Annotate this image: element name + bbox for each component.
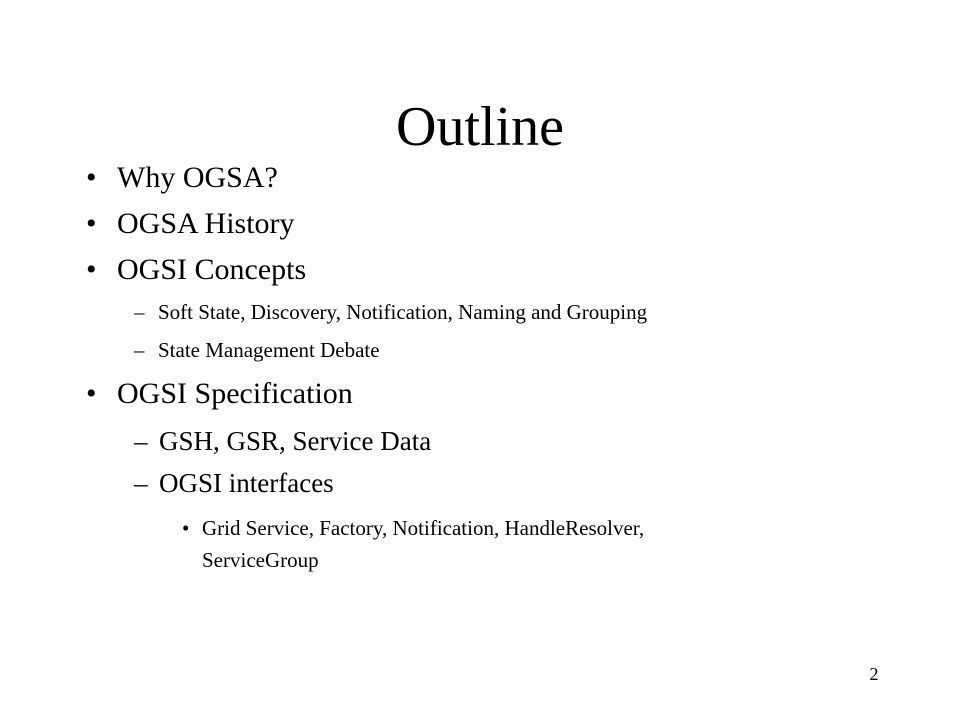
bullet-text: OGSA History [117,207,295,240]
bullet-text: OGSI Specification [117,377,353,410]
bullet-text: OGSI Concepts [117,253,307,286]
bullet-marker: • [86,207,97,240]
sub-item-text: OGSI interfaces [159,468,334,498]
sub-item-text: Soft State, Discovery, Notification, Naming and Grouping [158,300,648,324]
dash-marker: – [134,300,145,324]
dash-marker: – [134,468,148,498]
page-number: 2 [869,664,879,684]
bullet-marker: • [86,161,97,194]
dash-marker: – [134,426,148,456]
bullet-marker: • [182,516,190,540]
sub-sub-item-text-line1: Grid Service, Factory, Notification, HandleResolver, [202,516,645,540]
bullet-marker: • [86,377,97,410]
sub-item-text: State Management Debate [158,338,380,362]
dash-marker: – [134,338,145,362]
sub-item-text: GSH, GSR, Service Data [159,426,432,456]
bullet-marker: • [86,253,97,286]
slide-title: Outline [396,96,564,158]
bullet-text: Why OGSA? [117,161,278,194]
sub-sub-item-text-line2: ServiceGroup [202,548,319,572]
